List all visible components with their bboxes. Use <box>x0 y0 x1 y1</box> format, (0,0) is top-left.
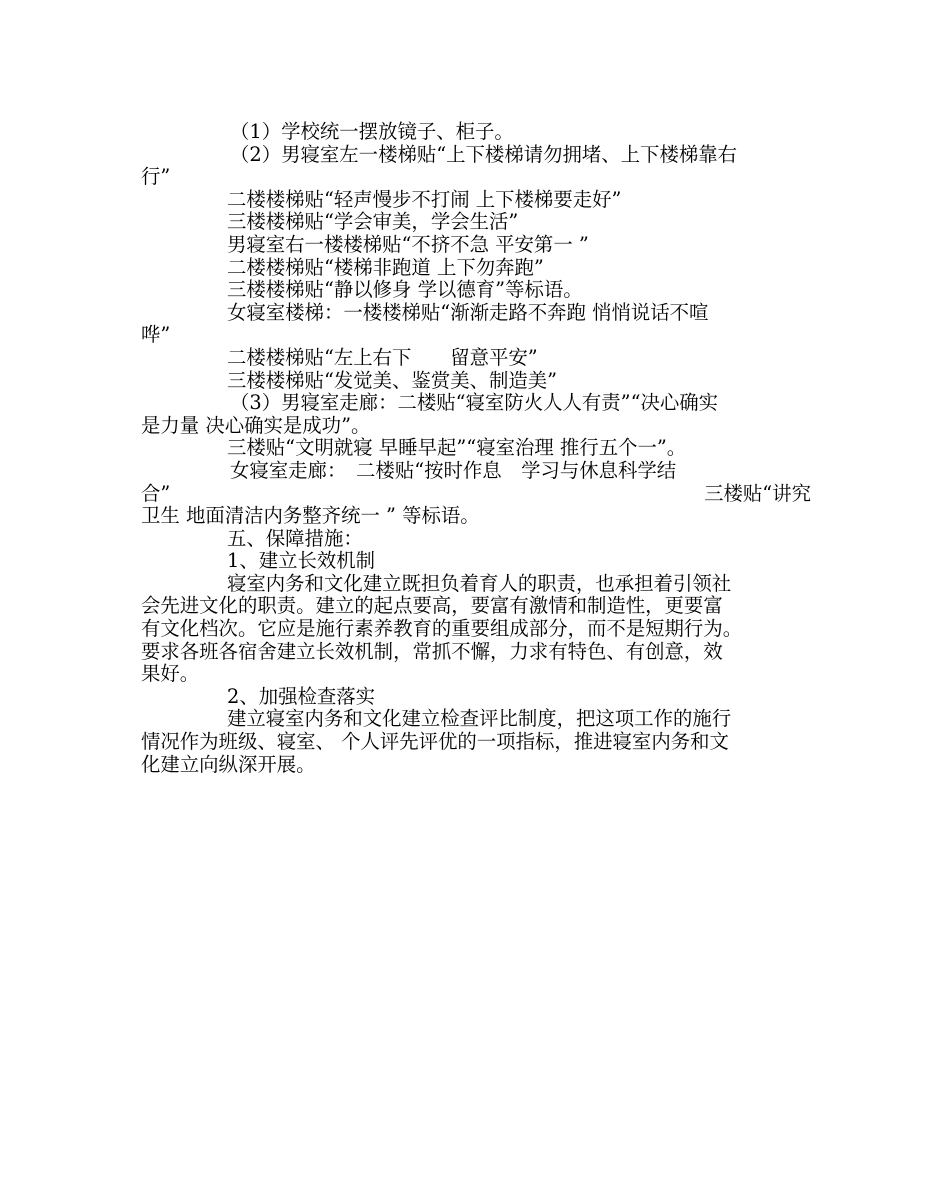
paragraph-line: 化建立向纵深开展。 <box>141 752 316 776</box>
text-line: 哗” <box>141 323 171 347</box>
paragraph-line: 要求各班各宿舍建立长效机制，常抓不懈，力求有特色、有创意，效 <box>141 639 723 663</box>
text-fragment: 三楼贴“讲究 <box>704 481 811 505</box>
text-line: （3）男寝室走廊：二楼贴“寝室防火人人有责”“决心确实 <box>230 391 719 415</box>
text-line: 二楼楼梯贴“楼梯非跑道 上下勿奔跑” <box>227 255 544 279</box>
text-line: 行” <box>141 165 171 189</box>
text-line: 男寝室右一楼楼梯贴“不挤不急 平安第一 ” <box>227 232 589 256</box>
text-fragment: 合” <box>141 481 171 505</box>
document-body <box>141 121 811 776</box>
text-line: 二楼楼梯贴“轻声慢步不打闹 上下楼梯要走好” <box>227 187 622 211</box>
paragraph-line: 会先进文化的职责。建立的起点要高，要富有激情和制造性，更要富 <box>141 594 723 618</box>
paragraph-line: 寝室内务和文化建立既担负着育人的职责，也承担着引领社 <box>227 571 732 595</box>
text-line: 三楼楼梯贴“发觉美、鉴赏美、制造美” <box>227 368 558 392</box>
subsection-heading: 2、加强检查落实 <box>227 684 376 708</box>
text-line: 二楼楼梯贴“左上右下 留意平安” <box>227 345 538 369</box>
text-line-split <box>141 483 811 506</box>
text-line: （2）男寝室左一楼梯贴“上下楼梯请勿拥堵、上下楼梯靠右 <box>230 142 738 166</box>
text-line: 三楼楼梯贴“静以修身 学以德育”等标语。 <box>227 278 583 302</box>
text-line: 女寝室走廊： 二楼贴“按时作息 学习与休息科学结 <box>230 458 677 482</box>
subsection-heading: 1、建立长效机制 <box>227 549 376 573</box>
paragraph-line: 情况作为班级、寝室、 个人评先评优的一项指标，推进寝室内务和文 <box>141 730 729 754</box>
paragraph-line: 有文化档次。它应是施行素养教育的重要组成部分，而不是短期行为。 <box>141 617 743 641</box>
text-line: 三楼贴“文明就寝 早睡早起”“寝室治理 推行五个一”。 <box>227 436 687 460</box>
paragraph-line: 果好。 <box>141 662 200 686</box>
paragraph-line: 建立寝室内务和文化建立检查评比制度，把这项工作的施行 <box>227 707 732 731</box>
section-heading: 五、保障措施： <box>227 526 363 550</box>
text-line: 卫生 地面清洁内务整齐统一 ” 等标语。 <box>141 504 480 528</box>
text-line: 女寝室楼梯：一楼楼梯贴“渐渐走路不奔跑 悄悄说话不喧 <box>227 300 709 324</box>
text-line: 三楼楼梯贴“学会审美，学会生活” <box>227 210 519 234</box>
text-line: （1）学校统一摆放镜子、柜子。 <box>230 120 514 143</box>
text-line: 是力量 决心确实是成功”。 <box>141 413 371 437</box>
